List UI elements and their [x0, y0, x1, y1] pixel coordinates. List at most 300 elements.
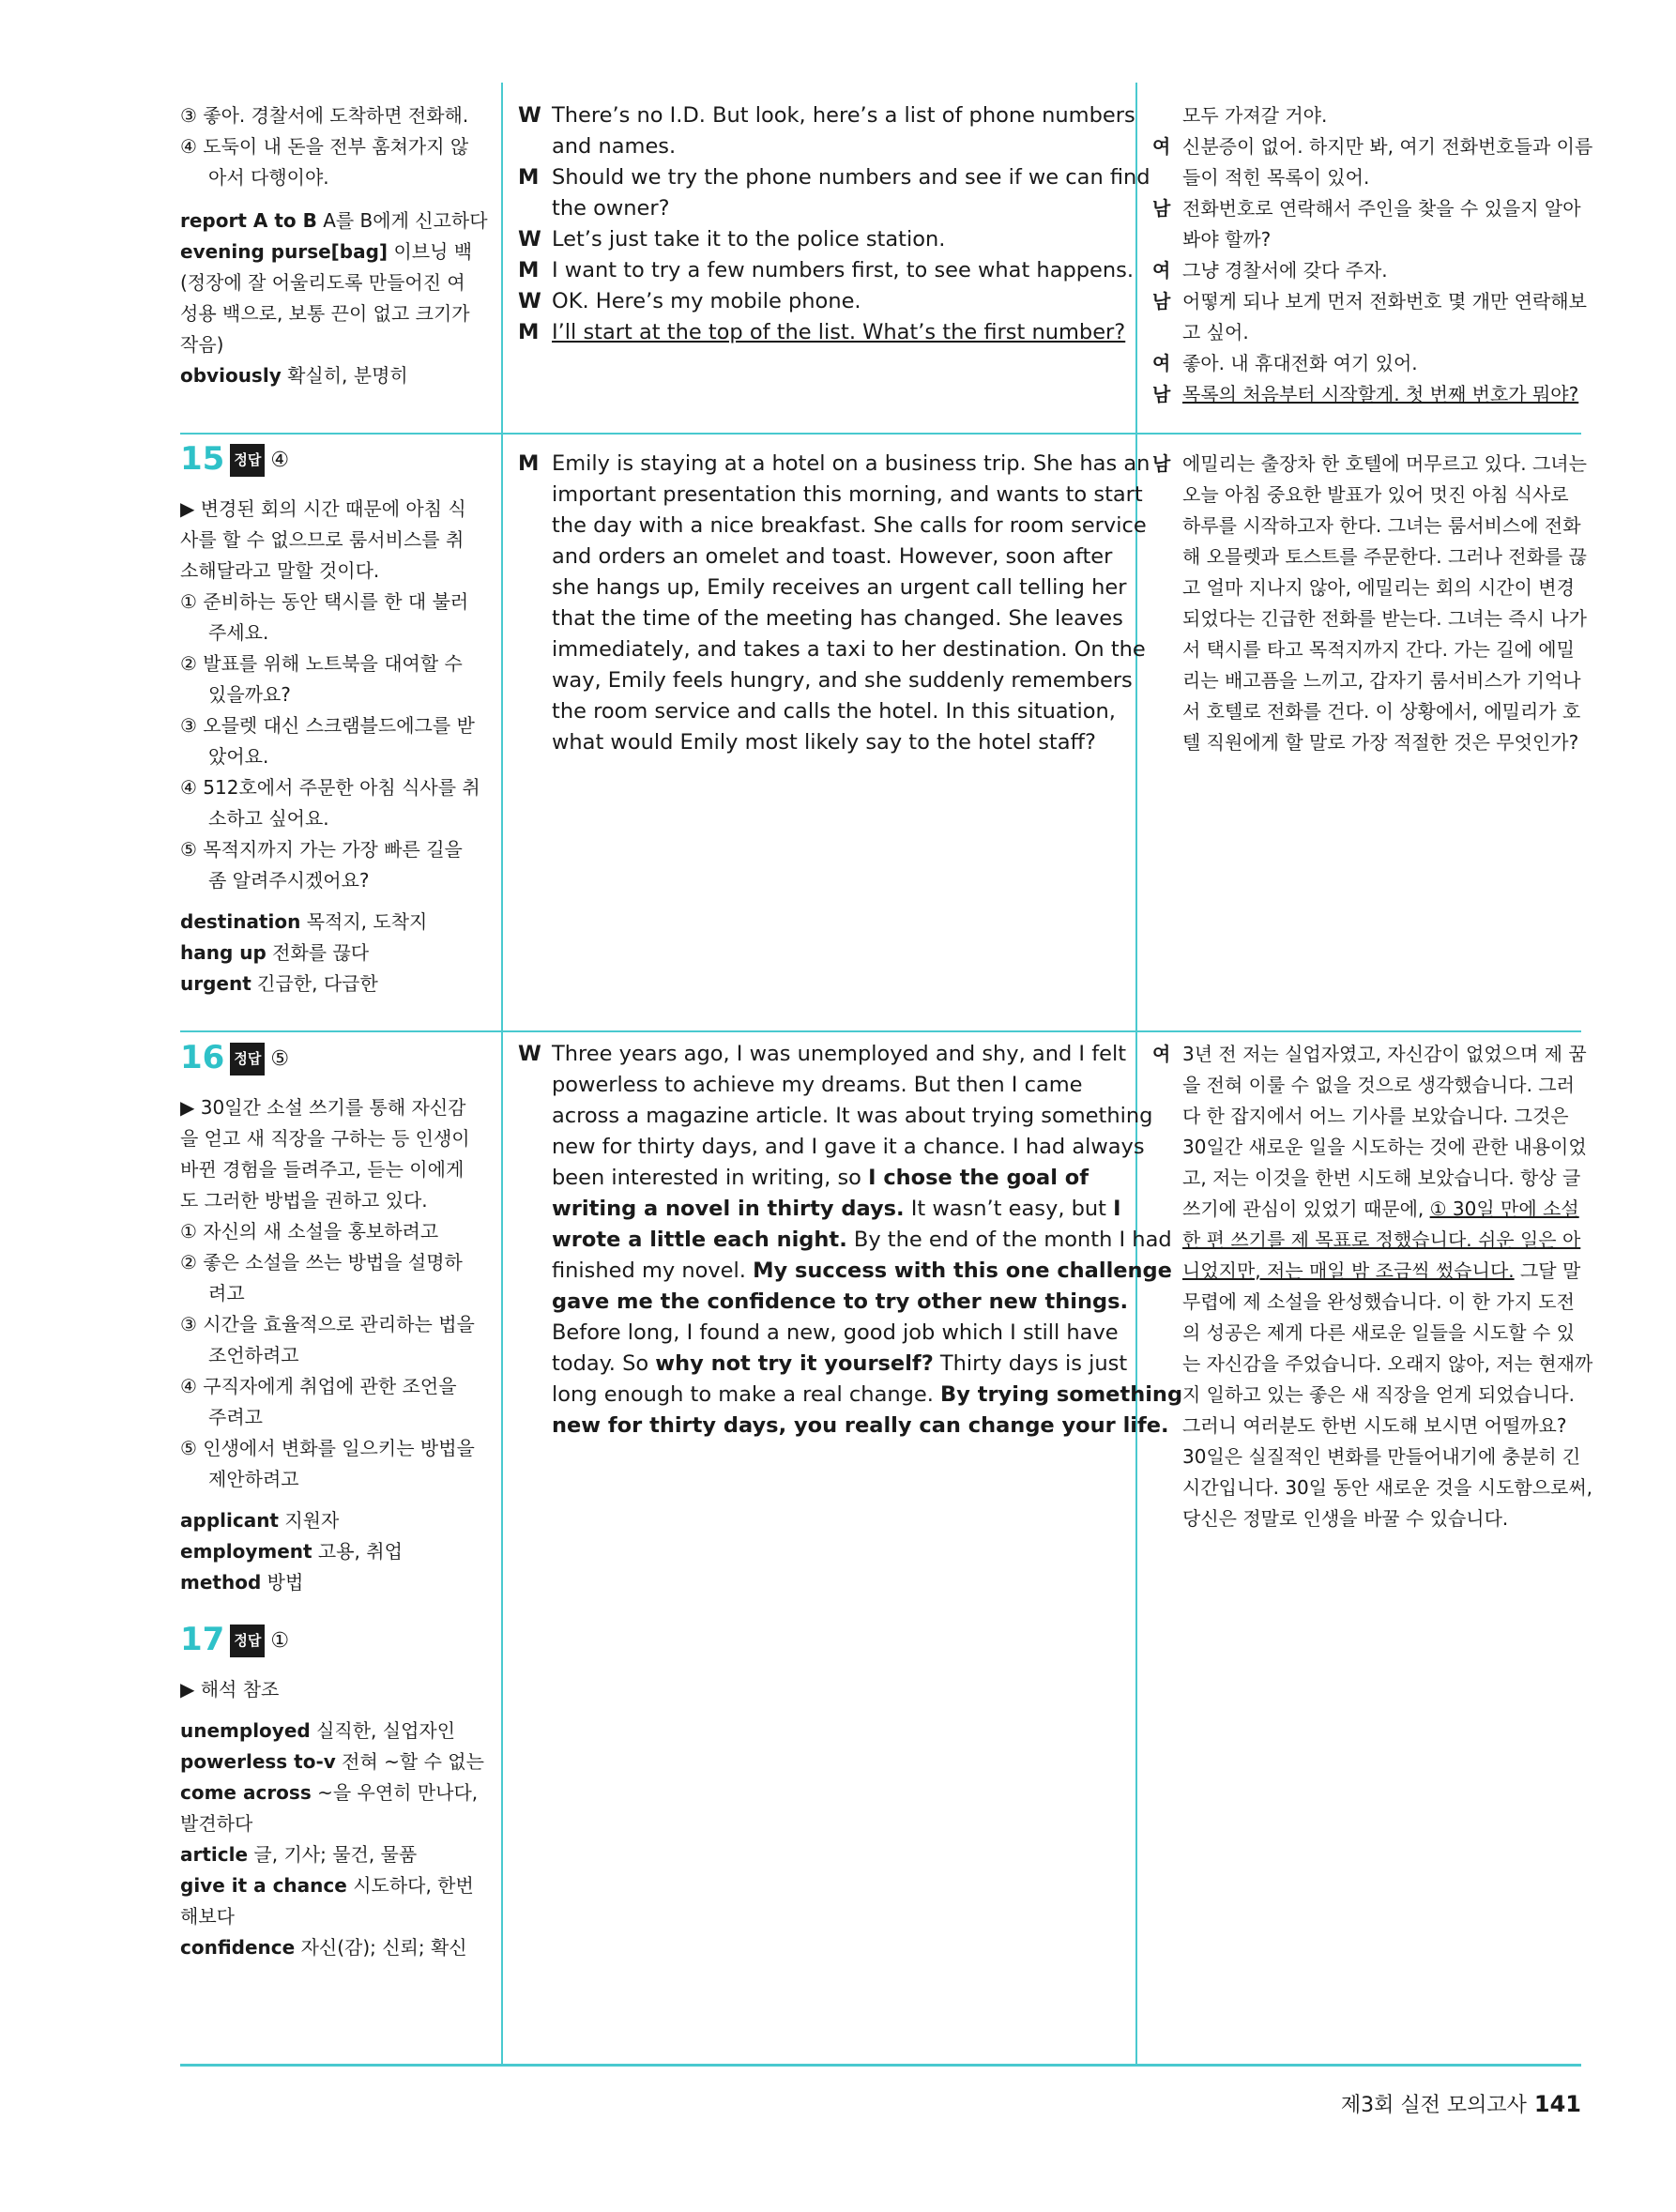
- vocab-meaning: A를 B에게 신고하다: [323, 209, 488, 232]
- answer-option-line: 았어요.: [208, 745, 269, 768]
- line-text: There’s no I.D. But look, here’s a list of phone numbers: [552, 103, 1135, 128]
- answer-option-line: ③ 오믈렛 대신 스크램블드에그를 받: [180, 714, 475, 737]
- vocab-meaning: 성용 백으로, 보통 끈이 없고 크기가: [180, 302, 470, 325]
- vocab-entry: [180, 1567, 490, 1598]
- text-segment: ① 30일 만에 소설: [1429, 1198, 1579, 1220]
- block14-script: [518, 100, 1150, 348]
- text-segment: 30일간 새로운 일을 시도하는 것에 관한 내용이었: [1182, 1136, 1587, 1158]
- text-segment: 고, 저는 이것을 한번 시도해 보았습니다. 항상 글: [1182, 1167, 1581, 1189]
- line-text: Should we try the phone numbers and see if we can find: [552, 165, 1150, 190]
- dialogue-line: [1152, 1287, 1582, 1318]
- vocab-entry: [180, 236, 490, 267]
- text-segment: been interested in writing, so: [552, 1166, 869, 1190]
- block17-explanation: [180, 1674, 490, 1705]
- explanation-line: 을 얻고 새 직장을 구하는 등 인생이: [180, 1127, 470, 1150]
- page-footer: [1341, 2089, 1581, 2118]
- vocab-entry: [180, 1747, 490, 1777]
- dialogue-line: [518, 317, 1126, 348]
- line-text: [518, 1101, 1153, 1132]
- text-segment: 시간입니다. 30일 동안 새로운 것을 시도함으로써,: [1182, 1476, 1593, 1499]
- question-header: [180, 1039, 490, 1084]
- vocab-term: unemployed: [180, 1719, 311, 1742]
- dialogue-line: [1152, 317, 1582, 348]
- vocab-term: article: [180, 1843, 249, 1866]
- vocab-term: report A to B: [180, 209, 317, 232]
- block15-script: [518, 449, 1150, 758]
- dialogue-line: [1152, 1194, 1582, 1225]
- speaker-label: W: [518, 1042, 541, 1066]
- vocab-meaning: 발견하다: [180, 1812, 253, 1835]
- line-text: [518, 1287, 1129, 1318]
- speaker-label: W: [518, 227, 541, 252]
- block15-options: [180, 587, 490, 896]
- vocab-meaning: 시도하다, 한번: [353, 1874, 474, 1897]
- dialogue-line: [1152, 1101, 1582, 1132]
- text-segment: Before long, I found a new, good job which I still have: [552, 1320, 1119, 1345]
- answer-option-line: ⑤ 인생에서 변화를 일으키는 방법을: [180, 1437, 475, 1459]
- block16-vocab: [180, 1505, 490, 1598]
- vocab-meaning: 글, 기사; 물건, 물품: [253, 1843, 418, 1866]
- line-text: [518, 1039, 1127, 1070]
- vocab-entry: [180, 267, 490, 298]
- text-segment: My success with this one challenge: [753, 1259, 1172, 1283]
- question-number: 15: [180, 440, 225, 478]
- vocab-term: evening purse[bag]: [180, 240, 389, 263]
- vocab-meaning: 고용, 취업: [317, 1540, 403, 1563]
- column-divider-2: [1135, 83, 1137, 2065]
- answer-option-line: ① 준비하는 동안 택시를 한 대 불러: [180, 590, 469, 613]
- dialogue-line: [1152, 603, 1587, 634]
- dialogue-line: [518, 572, 1127, 603]
- block16-explanation: [180, 1092, 490, 1216]
- line-text: [1152, 1194, 1582, 1225]
- dialogue-line: [518, 1256, 1172, 1287]
- answer-badge: 정답: [230, 444, 265, 477]
- vocab-term: give it a chance: [180, 1874, 347, 1897]
- dialogue-line: [1152, 100, 1582, 131]
- answer-choice: ⑤: [270, 1047, 290, 1071]
- vocab-term: obviously: [180, 364, 282, 387]
- speaker-label: M: [518, 320, 540, 344]
- answer-choice: ④: [270, 449, 290, 472]
- explanation-line: 도 그러한 방법을 권하고 있다.: [180, 1189, 428, 1212]
- vocab-entry: [180, 206, 490, 236]
- text-segment: 니었지만, 저는 매일 밤 조금씩 썼습니다.: [1182, 1259, 1515, 1282]
- dialogue-line: [1152, 665, 1582, 696]
- vocab-entry: [180, 298, 490, 329]
- dialogue-line: [518, 286, 1119, 317]
- vocab-meaning: 방법: [267, 1571, 304, 1594]
- vocab-meaning: 전화를 끊다: [272, 941, 370, 964]
- dialogue-line: [1152, 1163, 1582, 1194]
- line-text: [518, 1411, 1169, 1442]
- dialogue-line: [518, 634, 1146, 665]
- dialogue-line: [1152, 1070, 1582, 1101]
- block16-notes: [180, 1039, 490, 1963]
- dialogue-line: [518, 511, 1147, 542]
- line-text: 고 얼마 지나지 않아, 에밀리는 회의 시간이 변경: [1182, 576, 1575, 599]
- text-segment: By trying something: [940, 1382, 1183, 1407]
- dialogue-line: [518, 1132, 1145, 1163]
- vocab-term: urgent: [180, 972, 251, 995]
- dialogue-line: [1152, 1039, 1587, 1070]
- bottom-rule: [180, 2064, 1581, 2067]
- line-text: 되었다는 긴급한 전화를 받는다. 그녀는 즉시 나가: [1182, 607, 1587, 630]
- page-number: 141: [1533, 2091, 1581, 2117]
- line-text: what would Emily most likely say to the hotel staff?: [552, 730, 1096, 755]
- answer-option-line: ② 좋은 소설을 쓰는 방법을 설명하: [180, 1251, 463, 1274]
- text-segment: 쓰기에 관심이 있었기 때문에,: [1182, 1198, 1430, 1220]
- line-text: and names.: [552, 134, 677, 159]
- answer-option-line: 주세요.: [208, 621, 269, 644]
- line-text: 오늘 아침 중요한 발표가 있어 멋진 아침 식사로: [1182, 483, 1569, 506]
- dialogue-line: [518, 1380, 1183, 1411]
- vocab-meaning: 작음): [180, 333, 224, 356]
- text-segment: long enough to make a real change.: [552, 1382, 941, 1407]
- answer-option-line: 조언하려고: [208, 1344, 299, 1366]
- dialogue-line: [518, 1163, 1119, 1194]
- dialogue-line: [518, 1101, 1153, 1132]
- text-segment: 의 성공은 제게 다른 새로운 일들을 시도할 수 있: [1182, 1321, 1575, 1344]
- line-text: 고 싶어.: [1182, 321, 1249, 343]
- vocab-meaning: 확실히, 분명히: [287, 364, 408, 387]
- dialogue-line: [1152, 1349, 1593, 1380]
- note-line: 아서 다행이야.: [208, 166, 329, 189]
- dialogue-line: [518, 1349, 1128, 1380]
- vocab-meaning: 실직한, 실업자인: [316, 1719, 456, 1742]
- block17-vocab: [180, 1716, 490, 1963]
- dialogue-line: [1152, 1132, 1587, 1163]
- vocab-entry: [180, 329, 490, 360]
- block14-options: [180, 100, 490, 193]
- speaker-label: 남: [1152, 383, 1171, 405]
- line-text: that the time of the meeting has changed. She leaves: [552, 606, 1123, 631]
- dialogue-line: [1152, 1225, 1582, 1256]
- line-text: [1152, 1163, 1582, 1194]
- line-text: [518, 1225, 1172, 1256]
- line-text: [1152, 1472, 1593, 1503]
- speaker-label: 여: [1152, 352, 1171, 374]
- dialogue-line: [518, 449, 1150, 480]
- line-text: [518, 1318, 1119, 1349]
- answer-option-line: ⑤ 목적지까지 가는 가장 빠른 길을: [180, 838, 463, 861]
- line-text: [1152, 1256, 1582, 1287]
- line-text: [1152, 1442, 1582, 1472]
- dialogue-line: [1152, 162, 1582, 193]
- text-segment: writing a novel in thirty days.: [552, 1197, 905, 1221]
- vocab-term: come across: [180, 1781, 312, 1804]
- text-segment: gave me the confidence to try other new things.: [552, 1289, 1129, 1314]
- answer-option-line: ① 자신의 새 소설을 홍보하려고: [180, 1220, 439, 1243]
- dialogue-line: [518, 696, 1119, 727]
- line-text: 전화번호로 연락해서 주인을 찾을 수 있을지 알아: [1182, 197, 1581, 220]
- line-text: Emily is staying at a hotel on a business trip. She has an: [552, 451, 1150, 476]
- line-text: she hangs up, Emily receives an urgent call telling her: [552, 575, 1127, 600]
- text-segment: 당신은 정말로 인생을 바꿀 수 있습니다.: [1182, 1507, 1509, 1530]
- dialogue-line: [1152, 727, 1582, 758]
- vocab-meaning: 해보다: [180, 1905, 235, 1928]
- line-text: 모두 가져갈 거야.: [1182, 104, 1328, 127]
- vocab-meaning: 지원자: [284, 1509, 340, 1532]
- question-number: 17: [180, 1621, 225, 1658]
- text-segment: I chose the goal of: [868, 1166, 1089, 1190]
- question-header: [180, 440, 490, 485]
- line-text: 서 호텔로 전화를 건다. 이 상황에서, 에밀리가 호: [1182, 700, 1581, 723]
- dialogue-line: [1152, 255, 1582, 286]
- row-divider-2: [180, 1030, 1581, 1032]
- vocab-term: confidence: [180, 1936, 296, 1959]
- text-segment: 을 전혀 이룰 수 없을 것으로 생각했습니다. 그러: [1182, 1074, 1575, 1096]
- text-segment: wrote a little each night.: [552, 1228, 847, 1252]
- text-segment: why not try it yourself?: [655, 1351, 934, 1376]
- footer-title: 제3회 실전 모의고사: [1340, 2094, 1527, 2117]
- vocab-meaning: 전혀 ~할 수 없는: [342, 1750, 484, 1773]
- line-text: [1152, 1070, 1582, 1101]
- line-text: 봐야 할까?: [1182, 228, 1272, 251]
- explanation-line: 소해달라고 말할 것이다.: [180, 559, 380, 582]
- dialogue-line: [1152, 572, 1582, 603]
- block14-notes: [180, 100, 490, 391]
- vocab-meaning: 목적지, 도착지: [306, 910, 428, 933]
- line-text: OK. Here’s my mobile phone.: [552, 289, 861, 313]
- line-text: 신분증이 없어. 하지만 봐, 여기 전화번호들과 이름: [1182, 135, 1593, 158]
- text-segment: 30일은 실질적인 변화를 만들어내기에 충분히 긴: [1182, 1445, 1581, 1468]
- text-segment: today. So: [552, 1351, 656, 1376]
- block15-explanation: [180, 494, 490, 587]
- vocab-meaning: 이브닝 백: [393, 240, 473, 263]
- dialogue-line: [518, 131, 1119, 162]
- line-text: [1152, 1349, 1593, 1380]
- vocab-term: applicant: [180, 1509, 279, 1532]
- line-text: 에밀리는 출장차 한 호텔에 머무르고 있다. 그녀는: [1182, 452, 1587, 475]
- text-segment: 무렵에 제 소설을 완성했습니다. 이 한 가지 도전: [1182, 1290, 1575, 1313]
- dialogue-line: [1152, 286, 1587, 317]
- line-text: [1152, 1132, 1587, 1163]
- speaker-label: 남: [1152, 452, 1171, 475]
- column-divider-1: [501, 83, 503, 2065]
- dialogue-line: [518, 1225, 1172, 1256]
- vocab-term: method: [180, 1571, 262, 1594]
- vocab-entry: [180, 1536, 490, 1567]
- dialogue-line: [1152, 1318, 1582, 1349]
- text-segment: new for thirty days, you really can change your life.: [552, 1413, 1169, 1438]
- text-segment: 3년 전 저는 실업자였고, 자신감이 없었으며 제 꿈: [1182, 1043, 1587, 1065]
- dialogue-line: [1152, 1472, 1593, 1503]
- answer-choice: ①: [270, 1629, 290, 1653]
- dialogue-line: [518, 480, 1143, 511]
- vocab-entry: [180, 969, 490, 999]
- block14-vocab: [180, 206, 490, 391]
- answer-badge: 정답: [230, 1043, 265, 1075]
- note-line: ③ 좋아. 경찰서에 도착하면 전화해.: [180, 104, 469, 127]
- dialogue-line: [518, 1070, 1119, 1101]
- line-text: [518, 1194, 1119, 1225]
- dialogue-line: [1152, 131, 1593, 162]
- line-text: I want to try a few numbers first, to see what happens.: [552, 258, 1135, 282]
- line-text: 서 택시를 타고 목적지까지 간다. 가는 길에 에밀: [1182, 638, 1575, 661]
- dialogue-line: [1152, 1503, 1582, 1534]
- text-segment: 한 편 쓰기를 제 목표로 정했습니다. 쉬운 일은 아: [1182, 1228, 1581, 1251]
- dialogue-line: [518, 542, 1119, 572]
- dialogue-line: [1152, 1411, 1582, 1442]
- dialogue-line: [1152, 449, 1587, 480]
- line-text: way, Emily feels hungry, and she suddenly remembers: [552, 668, 1133, 693]
- line-text: the room service and calls the hotel. In this situation,: [552, 699, 1116, 724]
- vocab-term: hang up: [180, 941, 267, 964]
- answer-option-line: 있을까요?: [208, 683, 291, 706]
- line-text: [518, 1132, 1145, 1163]
- question-number: 16: [180, 1039, 225, 1076]
- text-segment: I: [1113, 1197, 1121, 1221]
- answer-option-line: 소하고 싶어요.: [208, 807, 329, 830]
- line-text: [518, 1256, 1172, 1287]
- text-segment: 다 한 잡지에서 어느 기사를 보았습니다. 그것은: [1182, 1105, 1569, 1127]
- vocab-meaning: 자신(감); 신뢰; 확신: [300, 1936, 467, 1959]
- line-text: 어떻게 되나 보게 먼저 전화번호 몇 개만 연락해보: [1182, 290, 1587, 313]
- text-segment: 는 자신감을 주었습니다. 오래지 않아, 저는 현재까: [1182, 1352, 1593, 1375]
- block16-script: [518, 1039, 1183, 1442]
- dialogue-line: [518, 224, 1119, 255]
- answer-option-line: ④ 구직자에게 취업에 관한 조언을: [180, 1375, 457, 1397]
- dialogue-line: [1152, 224, 1582, 255]
- speaker-label: M: [518, 258, 540, 282]
- line-text: 하루를 시작하고자 한다. 그녀는 룸서비스에 전화: [1182, 514, 1581, 537]
- dialogue-line: [1152, 348, 1582, 379]
- speaker-label: 여: [1152, 259, 1171, 282]
- explanation-line: ▶ 30일간 소설 쓰기를 통해 자신감: [180, 1096, 466, 1119]
- answer-option-line: 제안하려고: [208, 1468, 299, 1490]
- dialogue-line: [1152, 379, 1582, 410]
- row-divider-1: [180, 433, 1581, 435]
- explanation-line: ▶ 변경된 회의 시간 때문에 아침 식: [180, 497, 466, 520]
- line-text: the owner?: [552, 196, 670, 221]
- block14-translation: [1152, 100, 1593, 410]
- dialogue-line: [1152, 193, 1582, 224]
- line-text: [1152, 1503, 1582, 1534]
- vocab-entry: [180, 1808, 490, 1839]
- dialogue-line: [1152, 542, 1587, 572]
- speaker-label: M: [518, 165, 540, 190]
- text-segment: powerless to achieve my dreams. But then I came: [552, 1073, 1083, 1097]
- text-segment: new for thirty days, and I gave it a chance. I had always: [552, 1135, 1145, 1159]
- line-text: 들이 적힌 목록이 있어.: [1182, 166, 1370, 189]
- answer-option-line: 려고: [208, 1282, 245, 1304]
- line-text: [1152, 1225, 1582, 1256]
- line-text: [1152, 1380, 1582, 1411]
- dialogue-line: [518, 193, 1119, 224]
- speaker-label: M: [518, 451, 540, 476]
- vocab-entry: [180, 938, 490, 969]
- vocab-entry: [180, 907, 490, 938]
- line-text: I’ll start at the top of the list. What’s the first number?: [552, 320, 1126, 344]
- line-text: 해 오믈렛과 토스트를 주문한다. 그러나 전화를 끊: [1182, 545, 1587, 568]
- line-text: [1152, 1287, 1582, 1318]
- block16-options: [180, 1216, 490, 1495]
- dialogue-line: [1152, 634, 1582, 665]
- dialogue-line: [518, 665, 1133, 696]
- speaker-label: W: [518, 103, 541, 128]
- dialogue-line: [518, 1318, 1119, 1349]
- question-header: [180, 1621, 490, 1666]
- answer-option-line: 좀 알려주시겠어요?: [208, 869, 370, 892]
- speaker-label: W: [518, 289, 541, 313]
- answer-badge: 정답: [230, 1625, 265, 1657]
- dialogue-line: [1152, 1380, 1582, 1411]
- line-text: [518, 1380, 1183, 1411]
- vocab-term: powerless to-v: [180, 1750, 336, 1773]
- dialogue-line: [518, 1287, 1129, 1318]
- dialogue-line: [1152, 1442, 1582, 1472]
- text-segment: finished my novel.: [552, 1259, 754, 1283]
- line-text: [1152, 1411, 1582, 1442]
- text-segment: 지 일하고 있는 좋은 새 직장을 얻게 되었습니다.: [1182, 1383, 1575, 1406]
- dialogue-line: [518, 100, 1135, 131]
- line-text: 좋아. 내 휴대전화 여기 있어.: [1182, 352, 1418, 374]
- text-segment: 그러니 여러분도 한번 시도해 보시면 어떨까요?: [1182, 1414, 1567, 1437]
- line-text: the day with a nice breakfast. She calls for room service: [552, 513, 1147, 538]
- explanation-line: ▶ 해석 참조: [180, 1678, 280, 1701]
- dialogue-line: [1152, 696, 1582, 727]
- dialogue-line: [518, 162, 1150, 193]
- answer-option-line: ④ 512호에서 주문한 아침 식사를 취: [180, 776, 480, 799]
- vocab-entry: [180, 1505, 490, 1536]
- speaker-label: 여: [1152, 1043, 1171, 1065]
- dialogue-line: [518, 255, 1135, 286]
- vocab-entry: [180, 360, 490, 391]
- line-text: 텔 직원에게 할 말로 가장 적절한 것은 무엇인가?: [1182, 731, 1579, 754]
- line-text: [1152, 1318, 1582, 1349]
- dialogue-line: [1152, 511, 1582, 542]
- vocab-entry: [180, 1777, 490, 1808]
- answer-option-line: ② 발표를 위해 노트북을 대여할 수: [180, 652, 463, 675]
- line-text: and orders an omelet and toast. However, soon after: [552, 544, 1113, 569]
- text-segment: 그달 말: [1514, 1259, 1581, 1282]
- note-line: ④ 도둑이 내 돈을 전부 훔쳐가지 않: [180, 135, 469, 158]
- text-segment: By the end of the month I had: [846, 1228, 1172, 1252]
- explanation-line: 바뀐 경험을 들려주고, 듣는 이에게: [180, 1158, 465, 1181]
- vocab-entry: [180, 1716, 490, 1747]
- line-text: [1152, 1101, 1582, 1132]
- vocab-term: employment: [180, 1540, 312, 1563]
- line-text: [518, 1349, 1128, 1380]
- line-text: 리는 배고픔을 느끼고, 갑자기 룸서비스가 기억나: [1182, 669, 1581, 692]
- block15-vocab: [180, 907, 490, 999]
- dialogue-line: [518, 603, 1123, 634]
- dialogue-line: [1152, 480, 1582, 511]
- line-text: [518, 1070, 1119, 1101]
- line-text: [1152, 1039, 1587, 1070]
- dialogue-line: [518, 727, 1119, 758]
- line-text: immediately, and takes a taxi to her destination. On the: [552, 637, 1146, 662]
- text-segment: across a magazine article. It was about trying something: [552, 1104, 1153, 1128]
- dialogue-line: [518, 1039, 1127, 1070]
- answer-option-line: 주려고: [208, 1406, 263, 1428]
- dialogue-line: [1152, 1256, 1582, 1287]
- vocab-meaning: 긴급한, 다급한: [257, 972, 378, 995]
- line-text: 목록의 처음부터 시작할게. 첫 번째 번호가 뭐야?: [1182, 383, 1579, 405]
- vocab-meaning: (정장에 잘 어울리도록 만들어진 여: [180, 271, 465, 294]
- text-segment: It wasn’t easy, but: [904, 1197, 1114, 1221]
- block15-notes: [180, 440, 490, 999]
- block16-translation: [1152, 1039, 1593, 1534]
- dialogue-line: [518, 1411, 1169, 1442]
- explanation-line: 사를 할 수 없으므로 룸서비스를 취: [180, 528, 465, 551]
- vocab-entry: [180, 1870, 490, 1901]
- line-text: important presentation this morning, and wants to start: [552, 482, 1143, 507]
- vocab-meaning: ~을 우연히 만나다,: [317, 1781, 479, 1804]
- line-text: 그냥 경찰서에 갖다 주자.: [1182, 259, 1388, 282]
- line-text: [518, 1163, 1119, 1194]
